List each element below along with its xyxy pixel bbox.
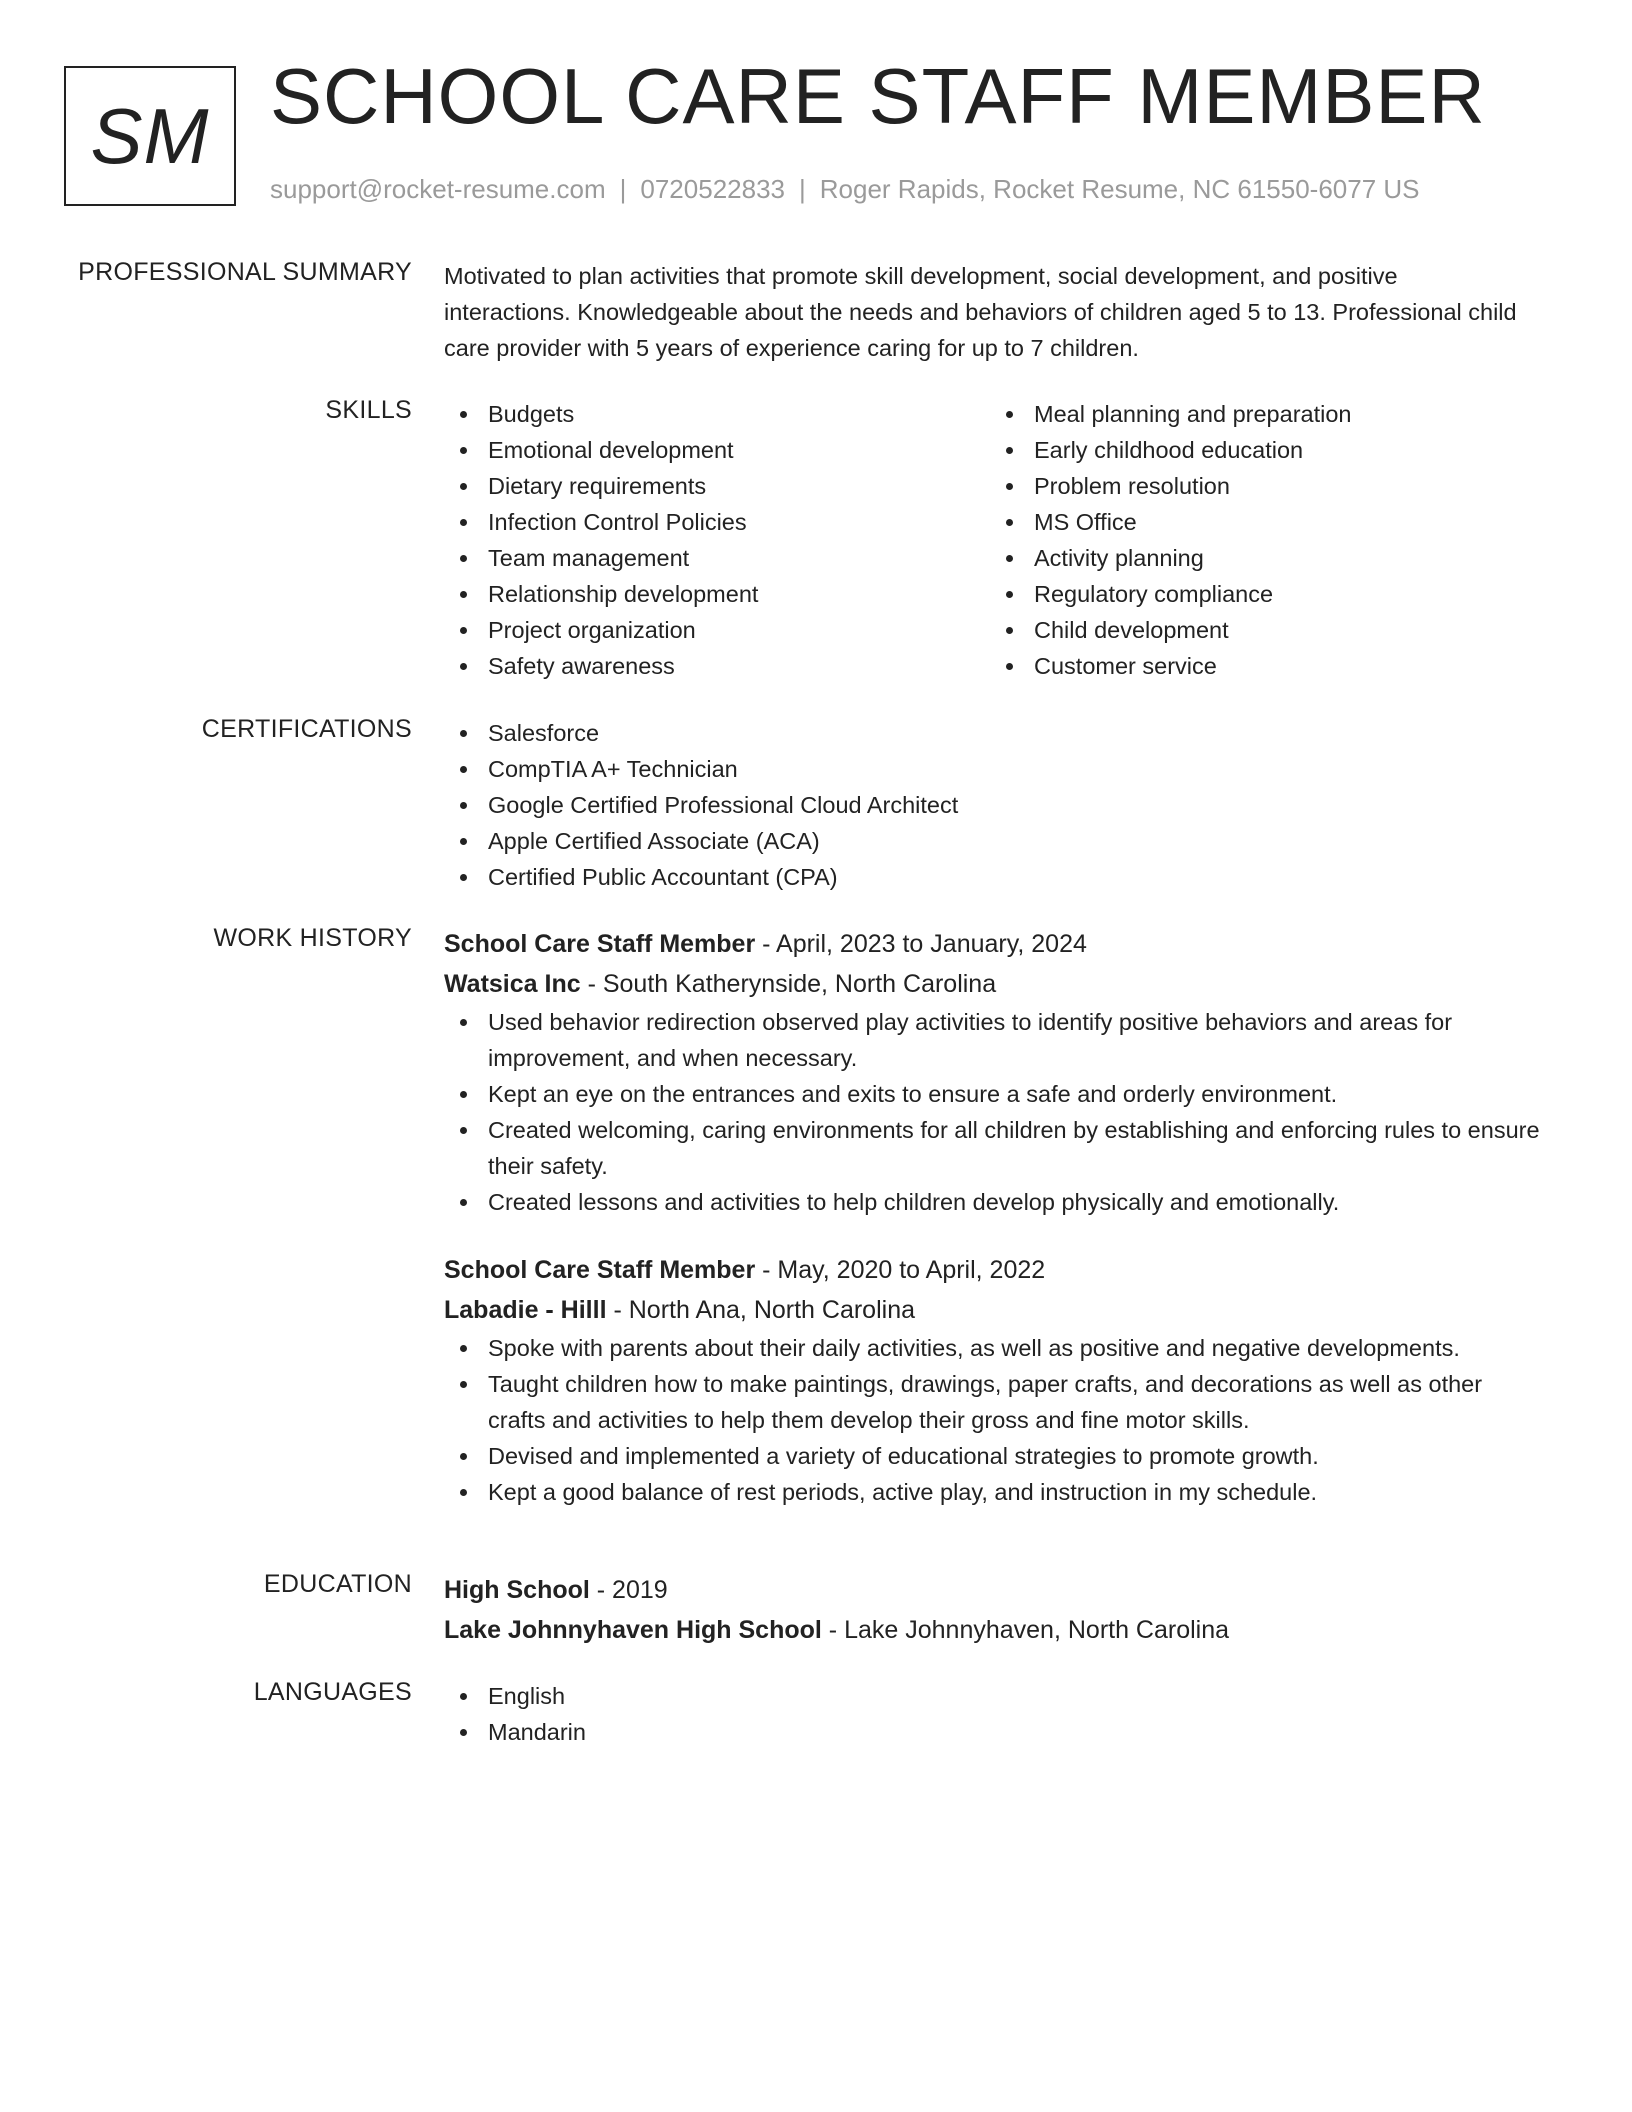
- job-bullet: Used behavior redirection observed play activities to identify positive behaviors and areas for improvement, and when necessary.: [444, 1004, 1544, 1076]
- job-location: - North Ana, North Carolina: [606, 1296, 916, 1324]
- certifications-list: [444, 715, 1544, 895]
- page-title: SCHOOL CARE STAFF MEMBER: [270, 52, 1486, 140]
- skill-item: Child development: [990, 612, 1536, 648]
- job-dates: - April, 2023 to January, 2024: [755, 930, 1087, 958]
- section-label-certifications: CERTIFICATIONS: [201, 715, 412, 743]
- job-location: - South Katherynside, North Carolina: [580, 970, 997, 998]
- job-entry: [444, 924, 1544, 1220]
- certification-item: CompTIA A+ Technician: [444, 751, 1544, 787]
- skill-item: Meal planning and preparation: [990, 396, 1536, 432]
- skill-item: Project organization: [444, 612, 990, 648]
- job-title-line: [444, 1250, 1544, 1290]
- job-company-line: [444, 964, 1544, 1004]
- skill-item: Problem resolution: [990, 468, 1536, 504]
- skill-item: Relationship development: [444, 576, 990, 612]
- skills-content: [444, 396, 1544, 684]
- certification-item: Salesforce: [444, 715, 1544, 751]
- job-title-line: [444, 924, 1544, 964]
- certifications-content: [444, 715, 1544, 895]
- job-bullet: Devised and implemented a variety of educational strategies to promote growth.: [444, 1438, 1544, 1474]
- skill-item: Early childhood education: [990, 432, 1536, 468]
- section-label-education: EDUCATION: [263, 1570, 412, 1598]
- job-bullet: Kept a good balance of rest periods, active play, and instruction in my schedule.: [444, 1474, 1544, 1510]
- education-year: - 2019: [589, 1576, 668, 1604]
- section-label-skills: SKILLS: [325, 396, 412, 424]
- education-school-line: [444, 1610, 1544, 1650]
- separator: |: [619, 174, 627, 204]
- address: Roger Rapids, Rocket Resume, NC 61550-6077 US: [819, 174, 1420, 204]
- summary-content: [444, 258, 1524, 366]
- education-content: [444, 1570, 1544, 1650]
- job-bullet: Spoke with parents about their daily activities, as well as positive and negative developments.: [444, 1330, 1544, 1366]
- skill-item: Regulatory compliance: [990, 576, 1536, 612]
- job-title: School Care Staff Member: [444, 1256, 756, 1284]
- job-company-line: [444, 1290, 1544, 1330]
- skills-list-right: [990, 396, 1536, 684]
- section-label-languages: LANGUAGES: [253, 1678, 412, 1706]
- job-entry: [444, 1250, 1544, 1510]
- certification-item: Apple Certified Associate (ACA): [444, 823, 1544, 859]
- job-company: Watsica Inc: [444, 970, 581, 998]
- education-location: - Lake Johnnyhaven, North Carolina: [821, 1616, 1230, 1644]
- language-item: Mandarin: [444, 1714, 1544, 1750]
- summary-text: Motivated to plan activities that promote skill development, social development, and positive interactions. Knowledgeable about the needs and behaviors of children aged 5 to 13. Professional child care provider with 5 years of experience caring for up to 7 children.: [444, 263, 1517, 361]
- skill-item: Dietary requirements: [444, 468, 990, 504]
- contact-line: [270, 174, 1420, 205]
- job-company: Labadie - Hilll: [444, 1296, 607, 1324]
- separator: |: [799, 174, 806, 204]
- certification-item: Certified Public Accountant (CPA): [444, 859, 1544, 895]
- skill-item: Team management: [444, 540, 990, 576]
- skill-item: Budgets: [444, 396, 990, 432]
- skills-list-left: [444, 396, 990, 684]
- job-title: School Care Staff Member: [444, 930, 756, 958]
- section-label-summary: PROFESSIONAL SUMMARY: [78, 258, 412, 286]
- education-degree-line: [444, 1570, 1544, 1610]
- job-bullets: [444, 1004, 1544, 1220]
- job-bullet: Taught children how to make paintings, drawings, paper crafts, and decorations as well as other crafts and activities to help them develop their gross and fine motor skills.: [444, 1366, 1544, 1438]
- education-degree: High School: [444, 1576, 590, 1604]
- job-bullets: [444, 1330, 1544, 1510]
- job-bullet: Created lessons and activities to help children develop physically and emotionally.: [444, 1184, 1544, 1220]
- job-dates: - May, 2020 to April, 2022: [755, 1256, 1046, 1284]
- certification-item: Google Certified Professional Cloud Architect: [444, 787, 1544, 823]
- languages-list: [444, 1678, 1544, 1750]
- job-bullet: Kept an eye on the entrances and exits to ensure a safe and orderly environment.: [444, 1076, 1544, 1112]
- skill-item: MS Office: [990, 504, 1536, 540]
- skill-item: Customer service: [990, 648, 1536, 684]
- work-history-content: [444, 924, 1544, 1510]
- skill-item: Emotional development: [444, 432, 990, 468]
- monogram: SM: [64, 66, 236, 206]
- language-item: English: [444, 1678, 1544, 1714]
- section-label-work-history: WORK HISTORY: [213, 924, 412, 952]
- skill-item: Safety awareness: [444, 648, 990, 684]
- phone[interactable]: 0720522833: [640, 174, 785, 204]
- email[interactable]: support@rocket-resume.com: [270, 174, 606, 204]
- languages-content: [444, 1678, 1544, 1750]
- job-bullet: Created welcoming, caring environments for all children by establishing and enforcing rules to ensure their safety.: [444, 1112, 1544, 1184]
- skill-item: Infection Control Policies: [444, 504, 990, 540]
- education-school: Lake Johnnyhaven High School: [444, 1616, 822, 1644]
- skill-item: Activity planning: [990, 540, 1536, 576]
